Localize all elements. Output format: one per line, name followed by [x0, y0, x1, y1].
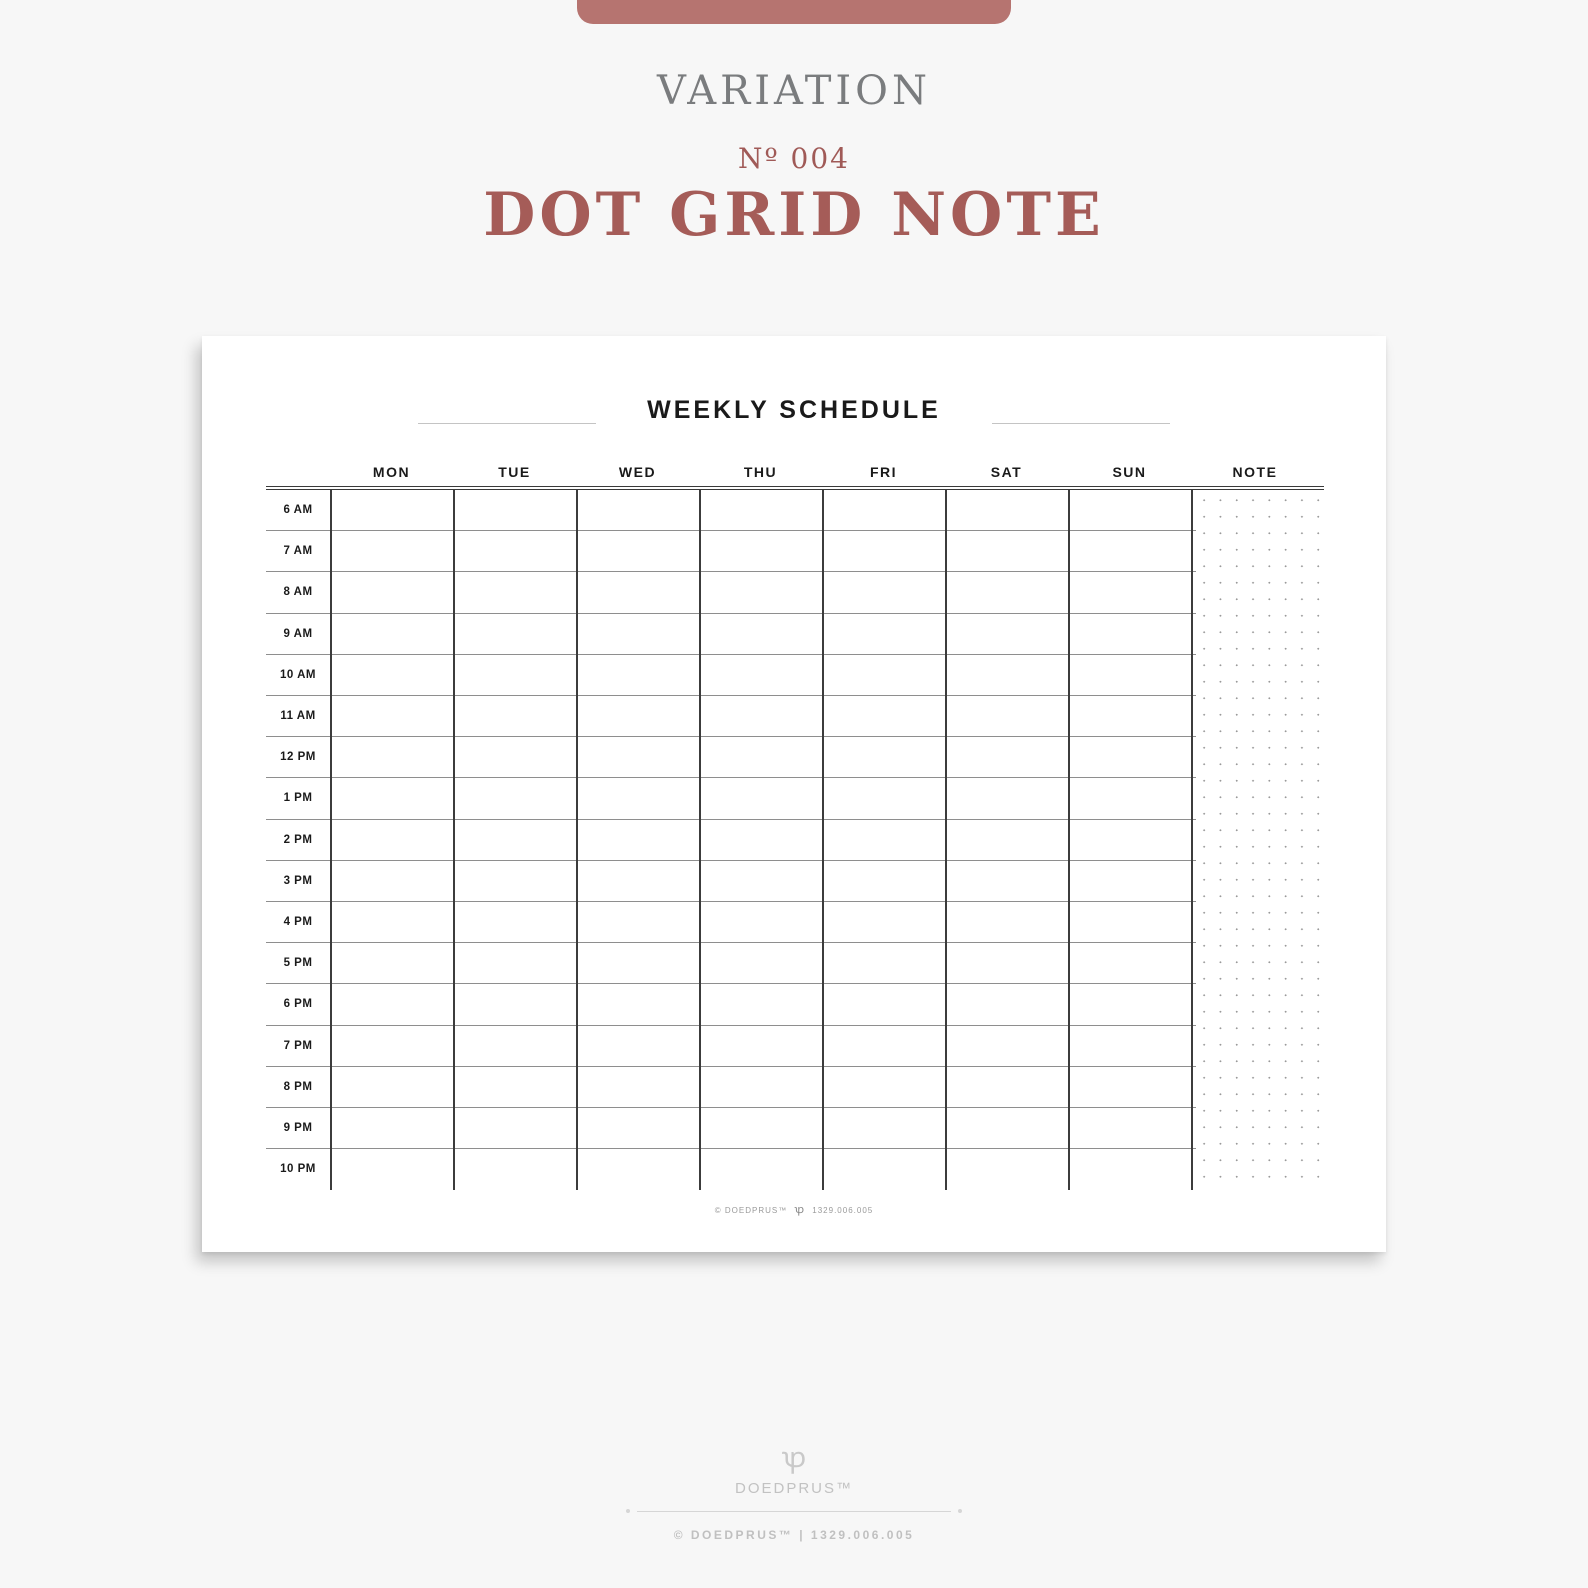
schedule-cell[interactable]: [330, 820, 453, 861]
schedule-cell[interactable]: [330, 737, 453, 778]
schedule-cell[interactable]: [945, 1067, 1068, 1108]
schedule-cell[interactable]: [453, 943, 576, 984]
schedule-cell[interactable]: [576, 943, 699, 984]
time-row: [266, 655, 1196, 696]
column-divider: [576, 490, 578, 1190]
schedule-cell[interactable]: [1068, 820, 1191, 861]
brand-logo-icon: ꝕ: [781, 1441, 807, 1474]
schedule-cell[interactable]: [453, 1149, 576, 1190]
schedule-cell[interactable]: [822, 696, 945, 737]
schedule-cell[interactable]: [822, 572, 945, 613]
schedule-cell[interactable]: [822, 614, 945, 655]
schedule-cell[interactable]: [330, 1067, 453, 1108]
top-accent-tab: [577, 0, 1011, 24]
day-header-mon: MON: [372, 464, 411, 480]
schedule-cell[interactable]: [576, 1026, 699, 1067]
schedule-cell[interactable]: [576, 737, 699, 778]
brand-logo-icon: ꝕ: [794, 1204, 806, 1216]
schedule-cell[interactable]: [453, 572, 576, 613]
schedule-cell[interactable]: [945, 490, 1068, 531]
schedule-cell[interactable]: [699, 655, 822, 696]
time-row: [266, 984, 1196, 1025]
schedule-cell[interactable]: [945, 943, 1068, 984]
schedule-cell[interactable]: [330, 1108, 453, 1149]
schedule-cell[interactable]: [330, 490, 453, 531]
time-row: [266, 531, 1196, 572]
schedule-cell[interactable]: [330, 902, 453, 943]
schedule-cell[interactable]: [945, 696, 1068, 737]
time-row: [266, 820, 1196, 861]
schedule-cell[interactable]: [1068, 531, 1191, 572]
time-label: 4 PM: [283, 916, 313, 928]
schedule-cell[interactable]: [330, 572, 453, 613]
schedule-cell[interactable]: [699, 902, 822, 943]
brand-divider: [637, 1511, 951, 1512]
variation-number: Nº 004: [737, 142, 850, 175]
column-divider: [822, 490, 824, 1190]
schedule-cell[interactable]: [1068, 655, 1191, 696]
note-header: NOTE: [1232, 464, 1278, 480]
schedule-cell[interactable]: [1068, 1067, 1191, 1108]
day-header-sun: SUN: [1112, 464, 1147, 480]
time-label: 7 PM: [283, 1039, 313, 1052]
schedule-cell[interactable]: [576, 1149, 699, 1190]
header-rule: [266, 486, 1324, 487]
schedule-cell[interactable]: [576, 984, 699, 1025]
schedule-cell[interactable]: [699, 1067, 822, 1108]
schedule-cell[interactable]: [330, 1026, 453, 1067]
schedule-cell[interactable]: [1068, 572, 1191, 613]
schedule-cell[interactable]: [330, 943, 453, 984]
schedule-cell[interactable]: [822, 1149, 945, 1190]
time-row: [266, 1026, 1196, 1067]
time-row: [266, 902, 1196, 943]
schedule-cell[interactable]: [945, 820, 1068, 861]
schedule-cell[interactable]: [699, 778, 822, 819]
schedule-cell[interactable]: [330, 614, 453, 655]
schedule-grid: [266, 490, 1324, 1190]
schedule-cell[interactable]: [453, 614, 576, 655]
schedule-cell[interactable]: [945, 572, 1068, 613]
schedule-cell[interactable]: [1068, 778, 1191, 819]
schedule-cell[interactable]: [576, 820, 699, 861]
schedule-cell[interactable]: [945, 984, 1068, 1025]
schedule-cell[interactable]: [453, 696, 576, 737]
time-row: [266, 572, 1196, 613]
time-row: [266, 490, 1196, 531]
schedule-cell[interactable]: [576, 572, 699, 613]
time-row: [266, 737, 1196, 778]
time-label: 12 PM: [280, 751, 316, 764]
time-row: [266, 1067, 1196, 1108]
schedule-cell[interactable]: [699, 1026, 822, 1067]
schedule-cell[interactable]: [453, 1067, 576, 1108]
divider-dot: [958, 1509, 962, 1513]
schedule-cell[interactable]: [453, 655, 576, 696]
dot-grid-note-area[interactable]: [1196, 490, 1324, 1190]
column-divider: [453, 490, 455, 1190]
schedule-cell[interactable]: [1068, 737, 1191, 778]
time-row: [266, 614, 1196, 655]
schedule-cell[interactable]: [453, 1026, 576, 1067]
schedule-cell[interactable]: [576, 778, 699, 819]
time-row: [266, 778, 1196, 819]
schedule-cell[interactable]: [576, 655, 699, 696]
variation-label: VARIATION: [657, 68, 931, 114]
schedule-cell[interactable]: [1068, 861, 1191, 902]
schedule-cell[interactable]: [453, 984, 576, 1025]
schedule-cell[interactable]: [822, 820, 945, 861]
schedule-cell[interactable]: [699, 696, 822, 737]
schedule-cell[interactable]: [330, 655, 453, 696]
sheet-title: WEEKLY SCHEDULE: [647, 396, 941, 424]
schedule-cell[interactable]: [1068, 1108, 1191, 1149]
schedule-cell[interactable]: [822, 1067, 945, 1108]
schedule-cell[interactable]: [453, 490, 576, 531]
schedule-cell[interactable]: [330, 778, 453, 819]
schedule-cell[interactable]: [576, 861, 699, 902]
schedule-cell[interactable]: [453, 737, 576, 778]
day-header-wed: WED: [618, 464, 657, 480]
schedule-cell[interactable]: [576, 1067, 699, 1108]
time-row: [266, 861, 1196, 902]
schedule-cell[interactable]: [945, 655, 1068, 696]
time-row: [266, 1108, 1196, 1149]
day-header-thu: THU: [743, 464, 778, 480]
schedule-cell[interactable]: [330, 696, 453, 737]
schedule-cell[interactable]: [699, 737, 822, 778]
time-label: 2 PM: [283, 833, 313, 846]
schedule-cell[interactable]: [822, 943, 945, 984]
schedule-cell[interactable]: [1068, 902, 1191, 943]
schedule-cell[interactable]: [699, 531, 822, 572]
schedule-cell[interactable]: [945, 1108, 1068, 1149]
schedule-cell[interactable]: [1068, 614, 1191, 655]
day-header-tue: TUE: [498, 464, 531, 480]
schedule-cell[interactable]: [699, 572, 822, 613]
schedule-cell[interactable]: [453, 902, 576, 943]
schedule-cell[interactable]: [1068, 943, 1191, 984]
time-label: 10 PM: [280, 1163, 316, 1176]
time-label: 9 PM: [283, 1122, 313, 1134]
schedule-cell[interactable]: [699, 1149, 822, 1190]
schedule-cell[interactable]: [822, 655, 945, 696]
schedule-cell[interactable]: [1068, 1026, 1191, 1067]
time-label: 11 AM: [280, 710, 316, 722]
schedule-cell[interactable]: [1068, 984, 1191, 1025]
copyright-line: © DOEDPRUS™ | 1329.006.005: [673, 1528, 915, 1542]
schedule-cell[interactable]: [822, 1108, 945, 1149]
planner-sheet: [202, 336, 1386, 1252]
time-label: 7 AM: [283, 545, 313, 558]
schedule-cell[interactable]: [822, 531, 945, 572]
title-rule-left: [418, 423, 596, 424]
schedule-cell[interactable]: [945, 778, 1068, 819]
schedule-cell[interactable]: [945, 902, 1068, 943]
schedule-cell[interactable]: [1068, 1149, 1191, 1190]
schedule-cell[interactable]: [576, 1108, 699, 1149]
day-header-sat: SAT: [990, 464, 1023, 480]
schedule-cell[interactable]: [453, 778, 576, 819]
title-rule-right: [992, 423, 1170, 424]
schedule-cell[interactable]: [1068, 490, 1191, 531]
time-row: [266, 1149, 1196, 1190]
schedule-cell[interactable]: [945, 614, 1068, 655]
time-label: 1 PM: [283, 792, 313, 805]
schedule-cell[interactable]: [699, 490, 822, 531]
time-label: 8 PM: [283, 1080, 313, 1093]
schedule-cell[interactable]: [945, 737, 1068, 778]
product-title: DOT GRID NOTE: [483, 180, 1105, 250]
schedule-cell[interactable]: [576, 531, 699, 572]
time-label: 6 AM: [283, 504, 313, 516]
schedule-cell[interactable]: [945, 1026, 1068, 1067]
day-header-fri: FRI: [869, 464, 898, 480]
time-label: 3 PM: [283, 874, 313, 887]
schedule-cell[interactable]: [699, 614, 822, 655]
time-label: 10 AM: [280, 668, 316, 681]
schedule-cell[interactable]: [330, 531, 453, 572]
schedule-cell[interactable]: [1068, 696, 1191, 737]
schedule-cell[interactable]: [822, 778, 945, 819]
column-divider: [1068, 490, 1070, 1190]
sheet-footer-code: 1329.006.005: [812, 1206, 874, 1215]
schedule-cell[interactable]: [330, 984, 453, 1025]
schedule-cell[interactable]: [822, 902, 945, 943]
schedule-cell[interactable]: [945, 531, 1068, 572]
schedule-cell[interactable]: [945, 1149, 1068, 1190]
schedule-cell[interactable]: [822, 1026, 945, 1067]
schedule-cell[interactable]: [822, 737, 945, 778]
column-divider: [699, 490, 701, 1190]
schedule-cell[interactable]: [699, 861, 822, 902]
schedule-cell[interactable]: [453, 531, 576, 572]
schedule-cell[interactable]: [453, 861, 576, 902]
schedule-cell[interactable]: [699, 1108, 822, 1149]
schedule-cell[interactable]: [453, 1108, 576, 1149]
schedule-cell[interactable]: [576, 696, 699, 737]
sheet-footer-brand: © DOEDPRUS™: [714, 1206, 788, 1215]
time-label: 8 AM: [283, 586, 313, 599]
time-label: 9 AM: [283, 627, 313, 640]
time-label: 5 PM: [283, 957, 313, 970]
time-row: [266, 696, 1196, 737]
schedule-cell[interactable]: [822, 984, 945, 1025]
schedule-cell[interactable]: [822, 861, 945, 902]
time-row: [266, 943, 1196, 984]
schedule-cell[interactable]: [576, 614, 699, 655]
column-divider: [945, 490, 947, 1190]
divider-dot: [626, 1509, 630, 1513]
time-label: 6 PM: [283, 998, 313, 1011]
schedule-cell[interactable]: [330, 861, 453, 902]
schedule-cell[interactable]: [945, 861, 1068, 902]
schedule-cell[interactable]: [699, 820, 822, 861]
column-divider: [330, 490, 332, 1190]
schedule-cell[interactable]: [699, 943, 822, 984]
schedule-cell[interactable]: [330, 1149, 453, 1190]
sheet-footer: [202, 1202, 1386, 1217]
schedule-cell[interactable]: [822, 490, 945, 531]
schedule-cell[interactable]: [576, 902, 699, 943]
schedule-cell[interactable]: [576, 490, 699, 531]
column-divider: [1191, 490, 1193, 1190]
brand-name: DOEDPRUS™: [734, 1480, 853, 1497]
schedule-cell[interactable]: [699, 984, 822, 1025]
schedule-cell[interactable]: [453, 820, 576, 861]
